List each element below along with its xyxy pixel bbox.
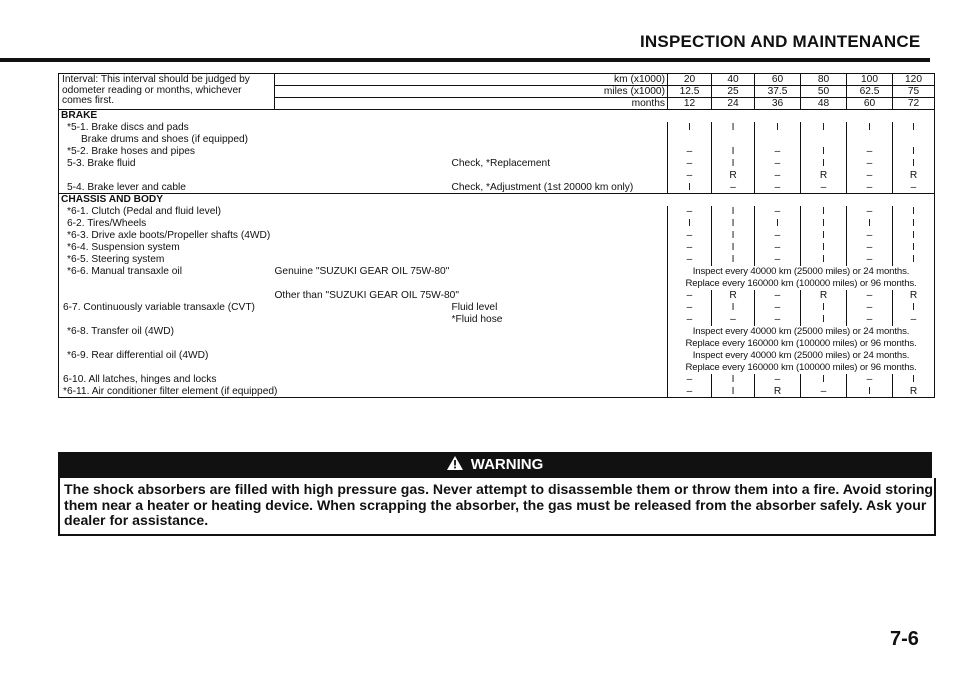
schedule-mark: R	[712, 170, 755, 182]
header-miles-value: 12.5	[668, 86, 712, 98]
interval-note: Interval: This interval should be judged by odometer reading or months, whichever comes first.	[59, 74, 275, 110]
schedule-mark: –	[668, 206, 712, 218]
header-months-value: 36	[755, 98, 801, 110]
header-months-value: 12	[668, 98, 712, 110]
schedule-mark: I	[712, 230, 755, 242]
schedule-mark: I	[801, 314, 847, 326]
row-spacer	[59, 170, 668, 182]
schedule-note: Inspect every 40000 km (25000 miles) or 24 months.	[668, 350, 935, 362]
schedule-mark: R	[893, 290, 935, 302]
row-label: 6-10. All latches, hinges and locks	[59, 374, 668, 386]
header-km-value: 80	[801, 74, 847, 86]
schedule-mark: –	[668, 146, 712, 158]
header-months-value: 24	[712, 98, 755, 110]
row-label: 6-2. Tires/Wheels	[59, 218, 668, 230]
schedule-mark: –	[755, 302, 801, 314]
schedule-mark: –	[668, 170, 712, 182]
row-label: *6-4. Suspension system	[59, 242, 668, 254]
schedule-mark: I	[893, 374, 935, 386]
schedule-mark: –	[801, 386, 847, 398]
header-months-value: 60	[847, 98, 893, 110]
schedule-mark: –	[712, 182, 755, 194]
schedule-mark: I	[712, 386, 755, 398]
schedule-mark: I	[712, 146, 755, 158]
schedule-mark: I	[893, 218, 935, 230]
row-label: Brake drums and shoes (if equipped)	[59, 134, 668, 146]
schedule-mark: I	[712, 374, 755, 386]
schedule-mark: –	[847, 230, 893, 242]
schedule-mark: –	[847, 158, 893, 170]
row-note: Check, *Replacement	[451, 158, 551, 169]
schedule-mark: I	[801, 122, 847, 134]
header-km-value: 40	[712, 74, 755, 86]
schedule-mark: –	[847, 146, 893, 158]
schedule-mark: –	[755, 254, 801, 266]
schedule-mark	[712, 134, 755, 146]
schedule-mark: –	[755, 242, 801, 254]
schedule-mark: I	[668, 122, 712, 134]
schedule-note: Replace every 160000 km (100000 miles) or 96 months.	[668, 362, 935, 374]
header-unit-miles: miles (x1000)	[275, 86, 668, 98]
row-spacer	[59, 278, 668, 290]
row-label: *6-5. Steering system	[59, 254, 668, 266]
schedule-mark: –	[893, 182, 935, 194]
schedule-mark: I	[668, 218, 712, 230]
schedule-mark: I	[801, 302, 847, 314]
schedule-mark: –	[668, 386, 712, 398]
schedule-mark: I	[801, 230, 847, 242]
header-miles-value: 37.5	[755, 86, 801, 98]
row-label: *6-1. Clutch (Pedal and fluid level)	[59, 206, 668, 218]
schedule-note: Inspect every 40000 km (25000 miles) or 24 months.	[668, 326, 935, 338]
row-label: *5-2. Brake hoses and pipes	[59, 146, 668, 158]
row-label: *6-11. Air conditioner filter element (if equipped)	[59, 386, 668, 398]
header-km-value: 20	[668, 74, 712, 86]
schedule-mark: I	[801, 242, 847, 254]
row-note: *Fluid hose	[451, 314, 503, 325]
schedule-mark: I	[755, 122, 801, 134]
schedule-mark: R	[755, 386, 801, 398]
section-brake-title: BRAKE	[59, 110, 935, 122]
row-label: *6-9. Rear differential oil (4WD)	[59, 350, 668, 362]
header-km-value: 120	[893, 74, 935, 86]
warning-title: WARNING	[470, 456, 544, 473]
schedule-mark: I	[755, 218, 801, 230]
row-note: Fluid level	[451, 302, 498, 313]
row-spacer	[59, 290, 275, 302]
schedule-mark: –	[847, 254, 893, 266]
row-label: *5-1. Brake discs and pads	[59, 122, 668, 134]
schedule-mark: I	[801, 158, 847, 170]
schedule-mark: –	[668, 230, 712, 242]
schedule-mark: –	[755, 146, 801, 158]
schedule-mark: I	[712, 218, 755, 230]
schedule-mark: I	[801, 254, 847, 266]
schedule-mark: I	[801, 146, 847, 158]
warning-triangle-icon	[447, 453, 463, 479]
warning-text: The shock absorbers are filled with high pressure gas. Never attempt to disassemble them or throw them into a fire. Avoid storing them near a heater or heating device. When scrapping the absorber, the gas must be released from the absorber safely. Ask your dealer for assistance.	[58, 478, 936, 536]
schedule-mark: I	[712, 206, 755, 218]
schedule-mark: I	[801, 218, 847, 230]
schedule-mark: –	[847, 374, 893, 386]
schedule-mark: –	[668, 314, 712, 326]
schedule-mark: I	[893, 206, 935, 218]
schedule-mark	[847, 134, 893, 146]
row-label: *6-6. Manual transaxle oil	[59, 266, 275, 278]
schedule-mark: –	[755, 374, 801, 386]
schedule-mark: –	[668, 158, 712, 170]
schedule-mark: I	[893, 254, 935, 266]
row-label: 5-3. Brake fluid	[59, 158, 452, 170]
schedule-mark: I	[847, 386, 893, 398]
header-miles-value: 75	[893, 86, 935, 98]
header-months-value: 72	[893, 98, 935, 110]
schedule-mark: I	[801, 206, 847, 218]
schedule-mark: –	[847, 206, 893, 218]
row-spacer	[59, 362, 668, 374]
schedule-mark: I	[801, 374, 847, 386]
schedule-mark: –	[847, 242, 893, 254]
schedule-mark: –	[668, 374, 712, 386]
schedule-mark: I	[893, 302, 935, 314]
schedule-mark: R	[712, 290, 755, 302]
schedule-mark: I	[893, 230, 935, 242]
header-km-value: 60	[755, 74, 801, 86]
schedule-mark: –	[847, 170, 893, 182]
schedule-mark: R	[801, 170, 847, 182]
row-label: 6-7. Continuously variable transaxle (CVT)	[59, 302, 452, 314]
schedule-mark	[755, 134, 801, 146]
schedule-mark: R	[801, 290, 847, 302]
schedule-mark: I	[847, 218, 893, 230]
page-number: 7-6	[890, 628, 919, 650]
row-label: 5-4. Brake lever and cable	[59, 182, 452, 194]
row-label: *6-8. Transfer oil (4WD)	[59, 326, 668, 338]
schedule-mark: I	[712, 158, 755, 170]
schedule-mark: I	[893, 242, 935, 254]
schedule-mark: I	[893, 158, 935, 170]
schedule-mark: –	[801, 182, 847, 194]
schedule-mark: –	[755, 290, 801, 302]
schedule-mark: –	[893, 314, 935, 326]
schedule-mark	[893, 134, 935, 146]
schedule-mark: –	[668, 302, 712, 314]
schedule-mark: I	[712, 302, 755, 314]
schedule-mark	[668, 134, 712, 146]
row-note: Check, *Adjustment (1st 20000 km only)	[452, 182, 668, 194]
section-chassis-title: CHASSIS AND BODY	[59, 194, 935, 206]
header-rule	[0, 58, 930, 62]
header-months-value: 48	[801, 98, 847, 110]
row-spacer	[59, 338, 668, 350]
header-unit-km: km (x1000)	[275, 74, 668, 86]
schedule-mark: –	[755, 206, 801, 218]
schedule-mark: –	[755, 230, 801, 242]
header-miles-value: 62.5	[847, 86, 893, 98]
schedule-mark: I	[668, 182, 712, 194]
schedule-mark: –	[668, 290, 712, 302]
warning-banner	[58, 452, 932, 478]
schedule-mark: –	[755, 182, 801, 194]
row-label: *6-3. Drive axle boots/Propeller shafts (4WD)	[59, 230, 668, 242]
header-miles-value: 50	[801, 86, 847, 98]
maintenance-schedule-table	[58, 73, 935, 398]
schedule-mark: –	[755, 158, 801, 170]
schedule-mark: –	[668, 242, 712, 254]
page-title: INSPECTION AND MAINTENANCE	[640, 32, 921, 51]
schedule-mark: –	[847, 314, 893, 326]
header-unit-months: months	[275, 98, 668, 110]
schedule-mark: R	[893, 386, 935, 398]
schedule-mark: I	[893, 146, 935, 158]
schedule-mark: –	[668, 254, 712, 266]
schedule-note: Inspect every 40000 km (25000 miles) or 24 months.	[668, 266, 935, 278]
header-km-value: 100	[847, 74, 893, 86]
schedule-mark: –	[847, 290, 893, 302]
schedule-mark: –	[847, 182, 893, 194]
row-note: Genuine "SUZUKI GEAR OIL 75W-80"	[274, 266, 450, 277]
schedule-mark: –	[847, 302, 893, 314]
schedule-note: Replace every 160000 km (100000 miles) or 96 months.	[668, 338, 935, 350]
schedule-mark	[801, 134, 847, 146]
header-miles-value: 25	[712, 86, 755, 98]
schedule-mark: R	[893, 170, 935, 182]
schedule-mark: I	[712, 122, 755, 134]
row-spacer	[59, 314, 452, 326]
schedule-mark: –	[755, 314, 801, 326]
schedule-note: Replace every 160000 km (100000 miles) or 96 months.	[668, 278, 935, 290]
schedule-mark: I	[893, 122, 935, 134]
schedule-mark: I	[712, 254, 755, 266]
schedule-mark: I	[847, 122, 893, 134]
schedule-mark: I	[712, 242, 755, 254]
schedule-mark: –	[712, 314, 755, 326]
row-note: Other than "SUZUKI GEAR OIL 75W-80"	[274, 290, 459, 301]
schedule-mark: –	[755, 170, 801, 182]
